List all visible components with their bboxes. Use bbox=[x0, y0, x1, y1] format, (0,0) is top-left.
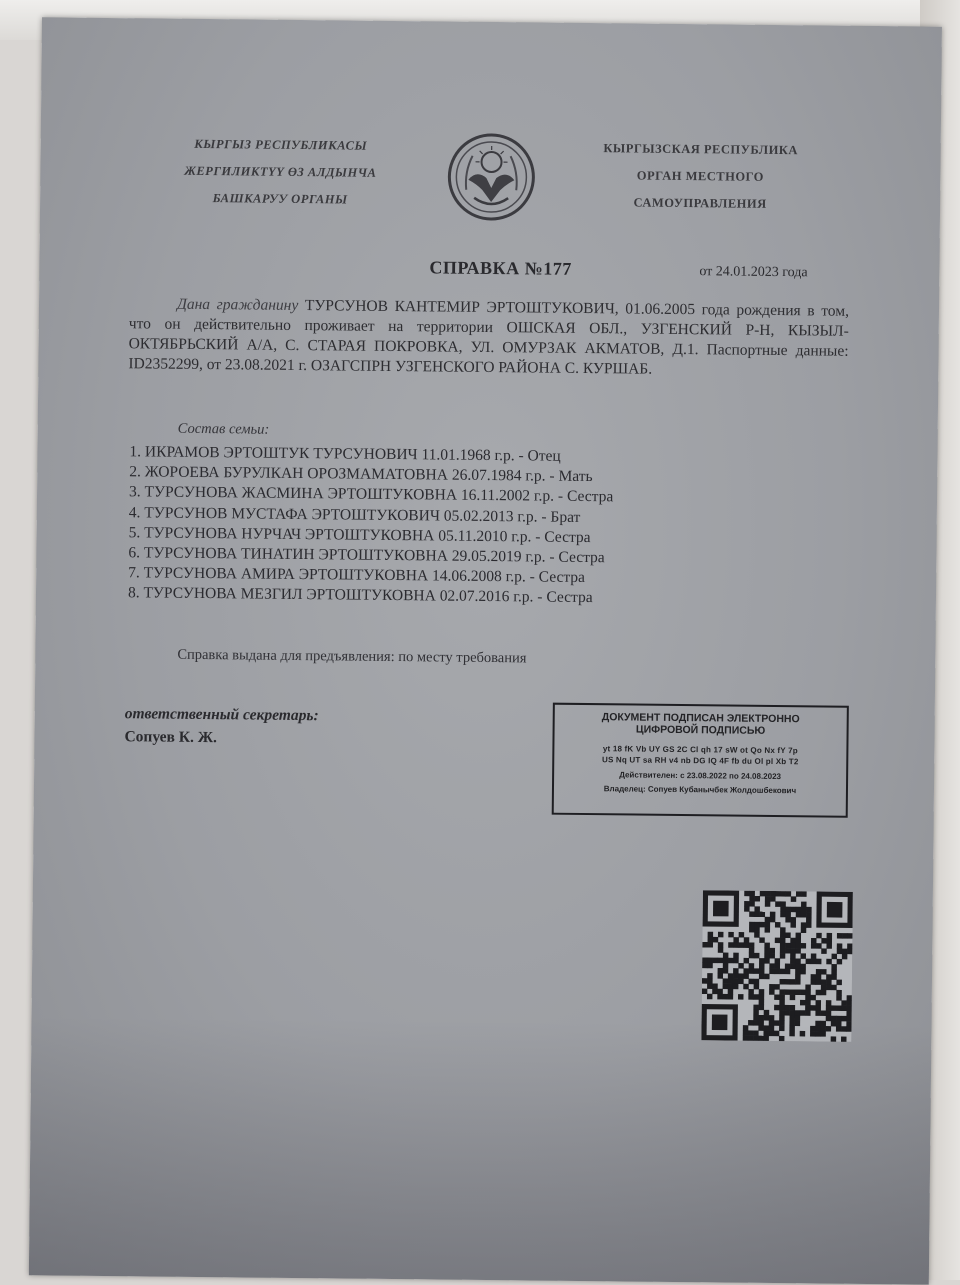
family-label: Состав семьи: bbox=[178, 421, 270, 439]
esign-title-line: ЦИФРОВОЙ ПОДПИСЬЮ bbox=[555, 723, 847, 738]
issued-for: Справка выдана для предъявления: по месту требования bbox=[177, 647, 526, 668]
document-date: от 24.01.2023 года bbox=[699, 264, 807, 281]
esign-hash-line: yt 18 fK Vb UY GS 2C Cl qh 17 sW ot Qo Nx fY 7p bbox=[554, 743, 846, 757]
header-kyrgyz bbox=[140, 130, 421, 214]
header-left-line: КЫРГЫЗ РЕСПУБЛИКАСЫ bbox=[141, 130, 421, 160]
header-left-line: ЖЕРГИЛИКТҮҮ ӨЗ АЛДЫНЧА bbox=[140, 157, 420, 187]
signatory-block bbox=[124, 702, 318, 750]
family-member: 5. ТУРСУНОВА НУРЧАЧ ЭРТОШТУКОВНА 05.11.2010 г.р. - Сестра bbox=[129, 523, 849, 551]
esign-title-line: ДОКУМЕНТ ПОДПИСАН ЭЛЕКТРОННО bbox=[555, 711, 847, 726]
header-right-line: КЫРГЫЗСКАЯ РЕСПУБЛИКА bbox=[561, 135, 841, 165]
secretary-role: ответственный секретарь: bbox=[125, 702, 319, 727]
secretary-name: Сопуев К. Ж. bbox=[124, 725, 318, 750]
header-right-line: САМОУПРАВЛЕНИЯ bbox=[560, 189, 840, 219]
family-member: 6. ТУРСУНОВА ТИНАТИН ЭРТОШТУКОВНА 29.05.2019 г.р. - Сестра bbox=[128, 543, 848, 571]
family-list bbox=[128, 442, 850, 611]
esign-hash-line: US Nq UT sa RH v4 nb DG IQ 4F fb du Ol pl Xb T2 bbox=[554, 754, 846, 768]
body-lead: Дана гражданину bbox=[177, 296, 298, 314]
document-page bbox=[29, 17, 942, 1284]
family-member: 8. ТУРСУНОВА МЕЗГИЛ ЭРТОШТУКОВНА 02.07.2016 г.р. - Сестра bbox=[128, 584, 848, 612]
family-member: 3. ТУРСУНОВА ЖАСМИНА ЭРТОШТУКОВНА 16.11.2002 г.р. - Сестра bbox=[129, 483, 849, 511]
state-emblem-icon bbox=[446, 132, 537, 223]
header-left-line: БАШКАРУУ ОРГАНЫ bbox=[140, 184, 420, 214]
certificate-body bbox=[128, 294, 849, 382]
family-member: 2. ЖОРОЕВА БУРУЛКАН ОРОЗМАМАТОВНА 26.07.1984 г.р. - Мать bbox=[129, 462, 849, 490]
body-residence: рождения в том, что он действительно проживает на территории ОШСКАЯ ОБЛ., УЗГЕНСКИЙ Р-Н, КЫЗЫЛ-ОКТЯБРЬСКИЙ А/А, С. СТАРАЯ ПОКРОВКА, УЛ. ОМУРЗАК АКМАТОВ, Д.1. Паспортные данные: ID2352299, от 23.08.2021 г. ОЗАГСПРН УЗГЕНСКОГО РАЙОНА С. КУРШАБ. bbox=[128, 302, 849, 378]
electronic-signature-box bbox=[552, 703, 849, 818]
title-row bbox=[39, 253, 939, 292]
header-russian bbox=[560, 135, 841, 219]
family-member: 4. ТУРСУНОВ МУСТАФА ЭРТОШТУКОВИЧ 05.02.2013 г.р. - Брат bbox=[129, 503, 849, 531]
esign-validity: Действителен: с 23.08.2022 по 24.08.2023 bbox=[554, 770, 846, 782]
family-member: 1. ИКРАМОВ ЭРТОШТУК ТУРСУНОВИЧ 11.01.1968 г.р. - Отец bbox=[129, 442, 849, 470]
family-member: 7. ТУРСУНОВА АМИРА ЭРТОШТУКОВНА 14.06.2008 г.р. - Сестра bbox=[128, 563, 848, 591]
esign-owner: Владелец: Сопуев Кубанычбек Жолдошбекович bbox=[554, 784, 846, 796]
body-citizen-name: ТУРСУНОВ КАНТЕМИР ЭРТОШТУКОВИЧ, 01.06.2005 года bbox=[305, 297, 730, 318]
paragraph-indent bbox=[129, 308, 177, 309]
qr-code-icon[interactable] bbox=[701, 890, 853, 1042]
document-title: СПРАВКА №177 bbox=[429, 257, 572, 279]
header-right-line: ОРГАН МЕСТНОГО bbox=[560, 162, 840, 192]
